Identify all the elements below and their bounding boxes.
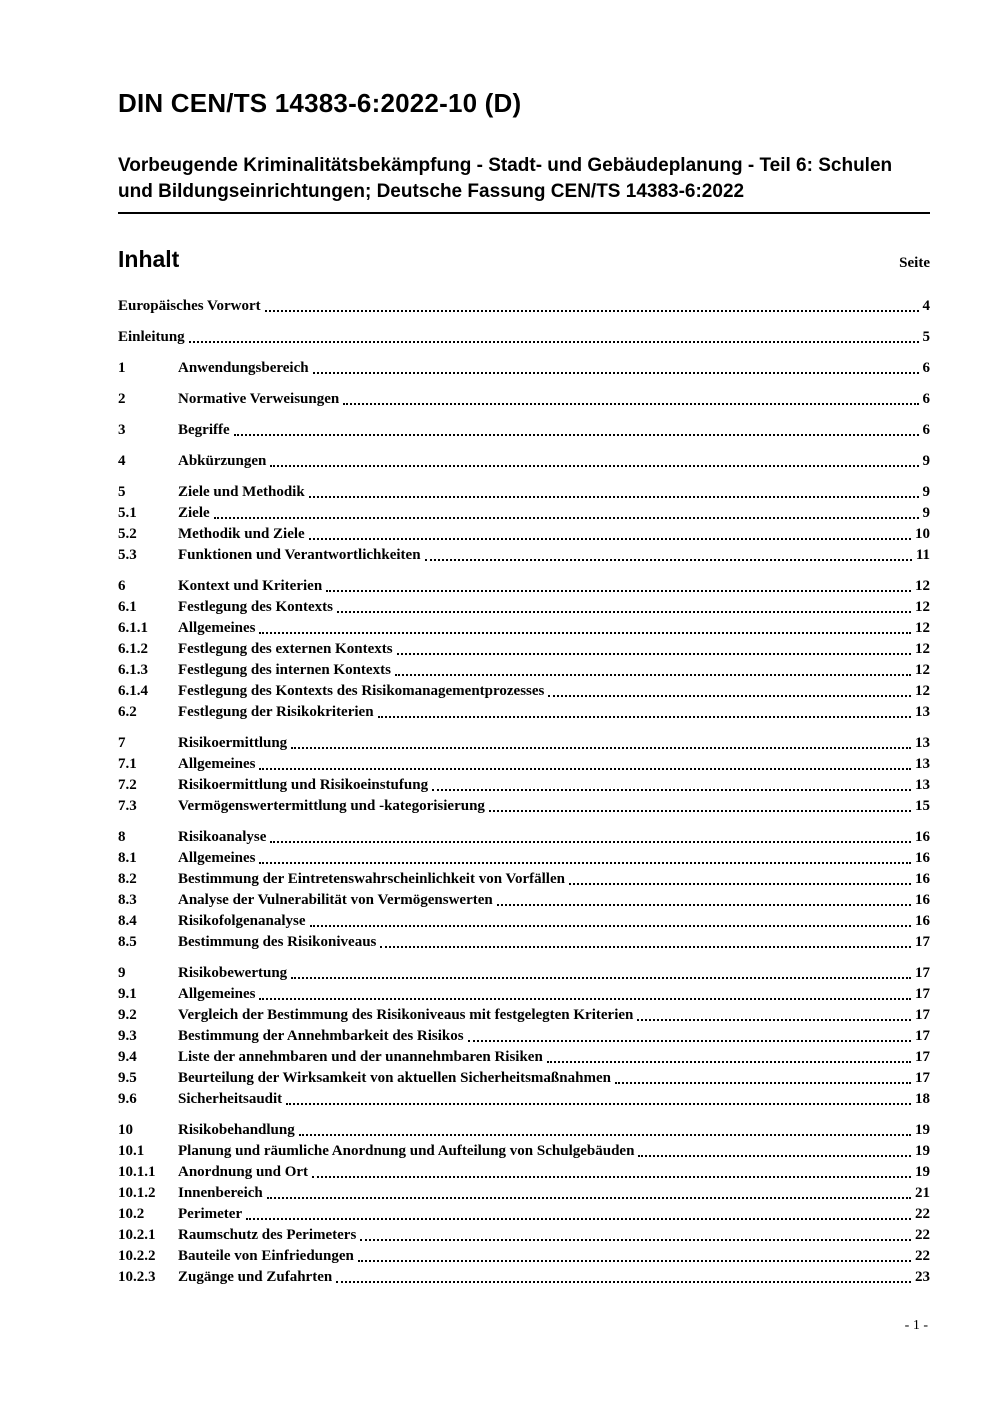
document-title: DIN CEN/TS 14383-6:2022-10 (D) bbox=[118, 88, 522, 118]
toc-dot-leader bbox=[267, 1197, 911, 1199]
toc-row bbox=[118, 523, 930, 544]
toc-dot-leader bbox=[246, 1218, 911, 1220]
toc-entry-number: 7.1 bbox=[118, 756, 137, 773]
toc-entry-number: 4 bbox=[118, 453, 126, 470]
toc-entry-number: 8 bbox=[118, 829, 126, 846]
toc-dot-leader bbox=[309, 496, 919, 498]
toc-entry-number: 8.4 bbox=[118, 913, 137, 930]
toc-entry-title: Vergleich der Bestimmung des Risikoniveaus mit festgelegten Kriterien bbox=[178, 1007, 634, 1024]
toc-entry-page: 6 bbox=[922, 391, 930, 408]
toc-entry-number: 9.3 bbox=[118, 1028, 137, 1045]
toc-entry-number: 10.1 bbox=[118, 1143, 145, 1160]
toc-entry-title: Bestimmung der Eintretenswahrscheinlichkeit von Vorfällen bbox=[178, 871, 565, 888]
toc-entry-page: 21 bbox=[915, 1185, 930, 1202]
toc-entry-number: 9.2 bbox=[118, 1007, 137, 1024]
toc-row bbox=[118, 419, 930, 440]
toc-entry-title: Liste der annehmbaren und der unannehmbaren Risiken bbox=[178, 1049, 543, 1066]
toc-entry-number: 6.1.4 bbox=[118, 683, 148, 700]
toc-entry-number: 6.1 bbox=[118, 599, 137, 616]
toc-entry-title: Risikoermittlung und Risikoeinstufung bbox=[178, 777, 429, 794]
toc-row bbox=[118, 1224, 930, 1245]
toc-dot-leader bbox=[489, 810, 911, 812]
page-number-footer: - 1 - bbox=[904, 1318, 928, 1333]
toc-entry-page: 12 bbox=[915, 662, 930, 679]
toc-entry-title: Bestimmung der Annehmbarkeit des Risikos bbox=[178, 1028, 464, 1045]
toc-entry-title: Festlegung des externen Kontexts bbox=[178, 641, 393, 658]
toc-row bbox=[118, 357, 930, 378]
toc-entry-title: Zugänge und Zufahrten bbox=[178, 1269, 333, 1286]
toc-entry-title: Einleitung bbox=[118, 329, 185, 346]
toc-entry-page: 13 bbox=[915, 777, 930, 794]
toc-entry-page: 23 bbox=[915, 1269, 930, 1286]
toc-entry-number: 10.2.1 bbox=[118, 1227, 156, 1244]
toc-dot-leader bbox=[265, 310, 919, 312]
toc-entry-page: 11 bbox=[915, 547, 930, 564]
toc-row bbox=[118, 983, 930, 1004]
toc-entry-number: 7.3 bbox=[118, 798, 137, 815]
toc-row bbox=[118, 732, 930, 753]
toc-entry-number: 1 bbox=[118, 360, 126, 377]
toc-row bbox=[118, 680, 930, 701]
toc-entry-page: 19 bbox=[915, 1164, 930, 1181]
toc-entry-title: Anwendungsbereich bbox=[178, 360, 309, 377]
toc-entry-title: Ziele und Methodik bbox=[178, 484, 305, 501]
toc-dot-leader bbox=[360, 1239, 911, 1241]
toc-dot-leader bbox=[343, 403, 918, 405]
toc-row bbox=[118, 753, 930, 774]
toc-page-column-label: Seite bbox=[899, 255, 930, 272]
toc-entry-title: Methodik und Ziele bbox=[178, 526, 305, 543]
toc-row bbox=[118, 638, 930, 659]
toc-dot-leader bbox=[259, 632, 911, 634]
toc-entry-page: 18 bbox=[915, 1091, 930, 1108]
toc-dot-leader bbox=[358, 1260, 911, 1262]
toc-row bbox=[118, 795, 930, 816]
toc-row bbox=[118, 326, 930, 347]
toc-dot-leader bbox=[312, 1176, 911, 1178]
toc-entry-number: 9 bbox=[118, 965, 126, 982]
toc-dot-leader bbox=[291, 977, 911, 979]
toc-dot-leader bbox=[313, 372, 919, 374]
toc-entry-page: 13 bbox=[915, 756, 930, 773]
toc-entry-number: 9.6 bbox=[118, 1091, 137, 1108]
toc-dot-leader bbox=[270, 841, 911, 843]
toc-entry-title: Planung und räumliche Anordnung und Aufteilung von Schulgebäuden bbox=[178, 1143, 635, 1160]
toc-entry-number: 10.2 bbox=[118, 1206, 145, 1223]
toc-entry-page: 6 bbox=[922, 422, 930, 439]
toc-entry-title: Bestimmung des Risikoniveaus bbox=[178, 934, 377, 951]
toc-entry-page: 17 bbox=[915, 1028, 930, 1045]
toc-entry-title: Innenbereich bbox=[178, 1185, 263, 1202]
toc-dot-leader bbox=[425, 559, 912, 561]
toc-entry-page: 16 bbox=[915, 913, 930, 930]
toc-entry-page: 12 bbox=[915, 683, 930, 700]
toc-row bbox=[118, 701, 930, 722]
toc-entry-page: 5 bbox=[922, 329, 930, 346]
toc-dot-leader bbox=[395, 674, 911, 676]
toc-row bbox=[118, 1182, 930, 1203]
toc-entry-page: 19 bbox=[915, 1122, 930, 1139]
toc-dot-leader bbox=[336, 1281, 911, 1283]
toc-entry-title: Allgemeines bbox=[178, 986, 256, 1003]
toc-row bbox=[118, 847, 930, 868]
toc-dot-leader bbox=[397, 653, 911, 655]
toc-entry-page: 12 bbox=[915, 620, 930, 637]
toc-row bbox=[118, 388, 930, 409]
toc-dot-leader bbox=[259, 998, 911, 1000]
toc-entry-page: 12 bbox=[915, 578, 930, 595]
toc-row bbox=[118, 596, 930, 617]
toc-entry-number: 8.5 bbox=[118, 934, 137, 951]
toc-entry-page: 6 bbox=[922, 360, 930, 377]
toc-entry-number: 9.1 bbox=[118, 986, 137, 1003]
toc-entry-title: Begriffe bbox=[178, 422, 230, 439]
toc-entry-number: 5.3 bbox=[118, 547, 137, 564]
toc-row bbox=[118, 295, 930, 316]
document-subtitle-block bbox=[118, 153, 930, 214]
toc-entry-page: 22 bbox=[915, 1206, 930, 1223]
toc-dot-leader bbox=[468, 1040, 911, 1042]
toc-entry-page: 15 bbox=[915, 798, 930, 815]
toc-dot-leader bbox=[286, 1103, 911, 1105]
subtitle-rule bbox=[118, 212, 930, 214]
toc-entry-number: 7 bbox=[118, 735, 126, 752]
toc-entry-number: 9.4 bbox=[118, 1049, 137, 1066]
toc-entry-number: 6.1.1 bbox=[118, 620, 148, 637]
toc-dot-leader bbox=[337, 611, 911, 613]
toc-entry-title: Europäisches Vorwort bbox=[118, 298, 261, 315]
toc-entry-page: 16 bbox=[915, 850, 930, 867]
toc-dot-leader bbox=[259, 862, 911, 864]
toc-dot-leader bbox=[234, 434, 919, 436]
toc-row bbox=[118, 1067, 930, 1088]
toc-row bbox=[118, 1025, 930, 1046]
toc-entry-page: 16 bbox=[915, 871, 930, 888]
toc-entry-page: 22 bbox=[915, 1248, 930, 1265]
toc-entry-number: 10.2.2 bbox=[118, 1248, 156, 1265]
toc-entry-title: Risikobewertung bbox=[178, 965, 288, 982]
toc-entry-title: Risikofolgenanalyse bbox=[178, 913, 306, 930]
toc-entry-page: 13 bbox=[915, 735, 930, 752]
toc-entry-title: Normative Verweisungen bbox=[178, 391, 340, 408]
toc-entry-title: Allgemeines bbox=[178, 620, 256, 637]
toc-entry-title: Festlegung des Kontexts bbox=[178, 599, 333, 616]
toc-entry-title: Anordnung und Ort bbox=[178, 1164, 309, 1181]
toc-entry-title: Festlegung der Risikokriterien bbox=[178, 704, 374, 721]
toc-entry-page: 17 bbox=[915, 1070, 930, 1087]
toc-entry-number: 6.1.2 bbox=[118, 641, 148, 658]
toc-entry-title: Risikoermittlung bbox=[178, 735, 288, 752]
toc-entry-title: Festlegung des internen Kontexts bbox=[178, 662, 391, 679]
toc-row bbox=[118, 502, 930, 523]
toc-list bbox=[118, 295, 930, 1287]
toc-entry-number: 10.1.2 bbox=[118, 1185, 156, 1202]
toc-dot-leader bbox=[259, 768, 911, 770]
toc-entry-page: 17 bbox=[915, 1049, 930, 1066]
toc-dot-leader bbox=[548, 695, 911, 697]
toc-dot-leader bbox=[547, 1061, 911, 1063]
toc-entry-title: Vermögenswertermittlung und -kategorisierung bbox=[178, 798, 485, 815]
toc-entry-number: 6.1.3 bbox=[118, 662, 148, 679]
toc-header bbox=[118, 246, 930, 273]
toc-entry-page: 17 bbox=[915, 934, 930, 951]
toc-dot-leader bbox=[189, 341, 919, 343]
toc-entry-title: Beurteilung der Wirksamkeit von aktuellen Sicherheitsmaßnahmen bbox=[178, 1070, 611, 1087]
toc-entry-title: Allgemeines bbox=[178, 850, 256, 867]
toc-entry-page: 17 bbox=[915, 965, 930, 982]
toc-entry-page: 17 bbox=[915, 986, 930, 1003]
toc-entry-title: Abkürzungen bbox=[178, 453, 267, 470]
toc-row bbox=[118, 1161, 930, 1182]
toc-dot-leader bbox=[270, 465, 918, 467]
toc-entry-number: 10 bbox=[118, 1122, 133, 1139]
toc-entry-title: Raumschutz des Perimeters bbox=[178, 1227, 357, 1244]
toc-row bbox=[118, 1088, 930, 1109]
toc-row bbox=[118, 826, 930, 847]
toc-row bbox=[118, 1004, 930, 1025]
toc-entry-title: Risikobehandlung bbox=[178, 1122, 295, 1139]
toc-row bbox=[118, 1119, 930, 1140]
toc-entry-number: 6.2 bbox=[118, 704, 137, 721]
toc-row bbox=[118, 1245, 930, 1266]
toc-entry-number: 5.2 bbox=[118, 526, 137, 543]
document-subtitle: Vorbeugende Kriminalitätsbekämpfung - Stadt- und Gebäudeplanung - Teil 6: Schulen und Bildungseinrichtungen; Deutsche Fassung CEN/TS 14383-6:2022 bbox=[118, 155, 893, 203]
toc-entry-title: Risikoanalyse bbox=[178, 829, 267, 846]
toc-entry-title: Kontext und Kriterien bbox=[178, 578, 323, 595]
toc-row bbox=[118, 1046, 930, 1067]
toc-row bbox=[118, 962, 930, 983]
toc-row bbox=[118, 1203, 930, 1224]
toc-entry-page: 12 bbox=[915, 599, 930, 616]
toc-dot-leader bbox=[299, 1134, 911, 1136]
toc-entry-number: 10.1.1 bbox=[118, 1164, 156, 1181]
toc-row bbox=[118, 481, 930, 502]
toc-row bbox=[118, 450, 930, 471]
toc-entry-number: 10.2.3 bbox=[118, 1269, 156, 1286]
toc-dot-leader bbox=[638, 1155, 911, 1157]
toc-row bbox=[118, 889, 930, 910]
toc-entry-page: 16 bbox=[915, 829, 930, 846]
toc-row bbox=[118, 659, 930, 680]
toc-entry-number: 8.2 bbox=[118, 871, 137, 888]
toc-entry-number: 5.1 bbox=[118, 505, 137, 522]
toc-entry-page: 9 bbox=[922, 505, 930, 522]
toc-entry-title: Ziele bbox=[178, 505, 210, 522]
toc-row bbox=[118, 544, 930, 565]
toc-entry-title: Analyse der Vulnerabilität von Vermögenswerten bbox=[178, 892, 493, 909]
toc-entry-number: 3 bbox=[118, 422, 126, 439]
toc-dot-leader bbox=[432, 789, 911, 791]
toc-row bbox=[118, 1140, 930, 1161]
toc-entry-page: 13 bbox=[915, 704, 930, 721]
toc-entry-title: Perimeter bbox=[178, 1206, 243, 1223]
toc-dot-leader bbox=[310, 925, 911, 927]
toc-entry-number: 2 bbox=[118, 391, 126, 408]
toc-entry-page: 17 bbox=[915, 1007, 930, 1024]
toc-dot-leader bbox=[569, 883, 911, 885]
toc-entry-page: 9 bbox=[922, 453, 930, 470]
toc-entry-number: 9.5 bbox=[118, 1070, 137, 1087]
toc-entry-number: 8.1 bbox=[118, 850, 137, 867]
toc-entry-title: Sicherheitsaudit bbox=[178, 1091, 283, 1108]
toc-row bbox=[118, 575, 930, 596]
toc-dot-leader bbox=[378, 716, 911, 718]
toc-entry-number: 8.3 bbox=[118, 892, 137, 909]
toc-dot-leader bbox=[326, 590, 911, 592]
toc-entry-title: Festlegung des Kontexts des Risikomanagementprozesses bbox=[178, 683, 545, 700]
toc-row bbox=[118, 910, 930, 931]
toc-row bbox=[118, 868, 930, 889]
toc-entry-title: Funktionen und Verantwortlichkeiten bbox=[178, 547, 421, 564]
toc-dot-leader bbox=[309, 538, 911, 540]
toc-entry-page: 4 bbox=[922, 298, 930, 315]
toc-entry-page: 10 bbox=[915, 526, 930, 543]
toc-entry-number: 7.2 bbox=[118, 777, 137, 794]
toc-entry-number: 6 bbox=[118, 578, 126, 595]
toc-row bbox=[118, 931, 930, 952]
toc-heading: Inhalt bbox=[118, 246, 180, 273]
toc-entry-title: Allgemeines bbox=[178, 756, 256, 773]
toc-dot-leader bbox=[497, 904, 911, 906]
toc-entry-page: 12 bbox=[915, 641, 930, 658]
toc-entry-number: 5 bbox=[118, 484, 126, 501]
toc-dot-leader bbox=[615, 1082, 911, 1084]
toc-dot-leader bbox=[380, 946, 911, 948]
toc-dot-leader bbox=[291, 747, 911, 749]
toc-dot-leader bbox=[214, 517, 919, 519]
toc-entry-page: 16 bbox=[915, 892, 930, 909]
toc-row bbox=[118, 617, 930, 638]
toc-entry-page: 19 bbox=[915, 1143, 930, 1160]
toc-row bbox=[118, 1266, 930, 1287]
toc-row bbox=[118, 774, 930, 795]
toc-entry-page: 22 bbox=[915, 1227, 930, 1244]
toc-entry-page: 9 bbox=[922, 484, 930, 501]
toc-dot-leader bbox=[637, 1019, 911, 1021]
toc-entry-title: Bauteile von Einfriedungen bbox=[178, 1248, 354, 1265]
